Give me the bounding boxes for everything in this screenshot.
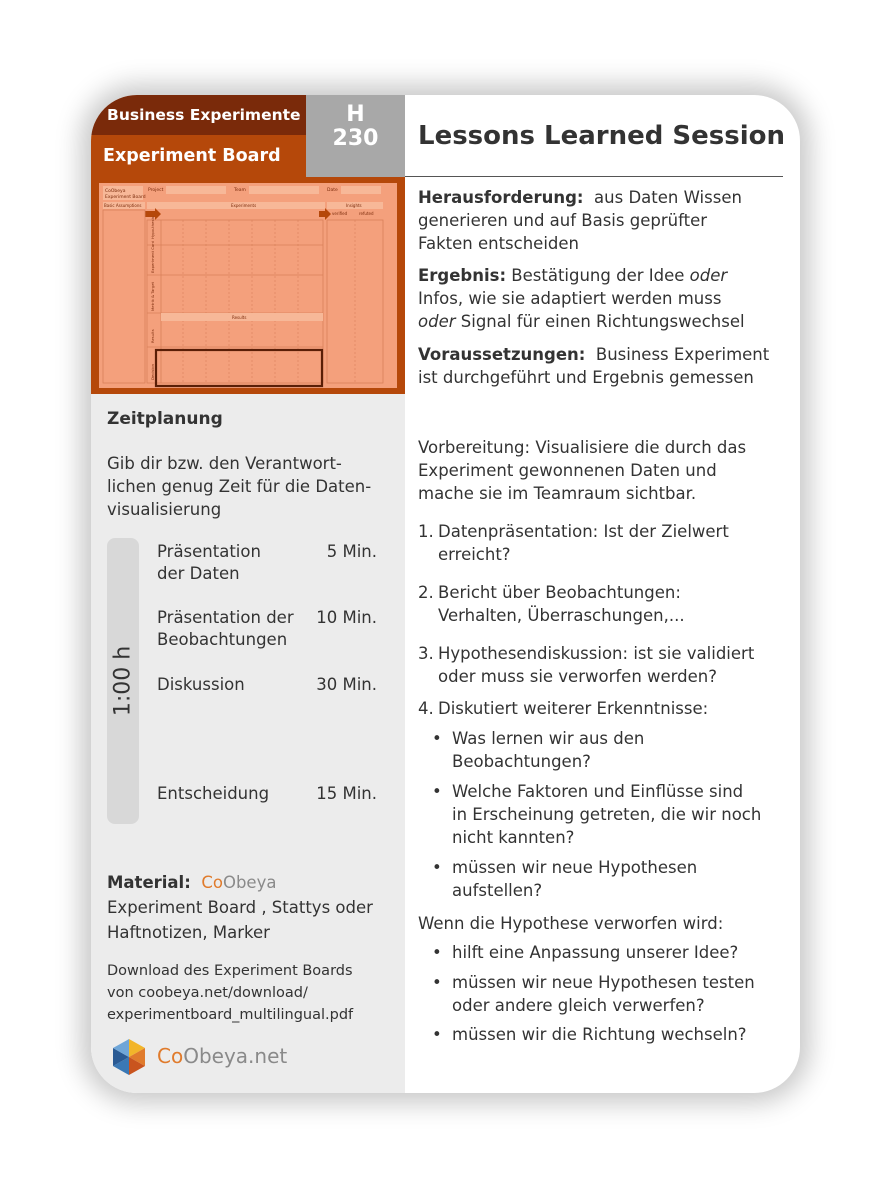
board-basic-assumptions: Basic Assumptions xyxy=(104,203,142,208)
planning-description xyxy=(107,452,387,521)
bullet-icon: • xyxy=(432,858,442,877)
title-divider xyxy=(405,176,783,177)
planning-desc-line: visualisierung xyxy=(107,500,222,519)
schedule-item-name: Präsentation der Beobachtungen xyxy=(157,608,294,649)
material-brand-obeya: Obeya xyxy=(222,873,277,892)
board-field-project: Project xyxy=(148,188,164,193)
material-heading: Material: CoObeya xyxy=(107,873,277,892)
challenge-block: Herausforderung: aus Daten Wissen generieren und auf Basis geprüfter Fakten entscheiden xyxy=(418,188,742,253)
board-refuted: refuted xyxy=(359,211,374,216)
material-line: Haftnotizen, Marker xyxy=(107,923,270,942)
schedule-item-duration: 5 Min. xyxy=(326,542,377,561)
planning-desc-line: Gib dir bzw. den Verantwort- xyxy=(107,454,342,473)
experiment-board-thumbnail xyxy=(91,177,405,394)
preparation-block: Vorbereitung: Visualisiere die durch das Experiment gewonnenen Daten und mache sie im Teamraum sichtbar. xyxy=(418,438,747,503)
coobeya-logo-text: CoObeya.net xyxy=(157,1044,288,1068)
planning-title: Zeitplanung xyxy=(107,409,223,429)
card-code xyxy=(306,95,405,177)
schedule-item-duration: 15 Min. xyxy=(316,784,377,803)
prerequisites-block: Voraussetzungen: Business Experiment ist durchgeführt und Ergebnis gemessen xyxy=(418,345,770,387)
left-panel xyxy=(91,95,405,1093)
board-field-team: Team xyxy=(234,188,246,193)
board-row-results: Results xyxy=(150,329,155,343)
material-section xyxy=(107,870,387,945)
board-experiments: Experiments xyxy=(231,203,257,208)
bullet-icon: • xyxy=(432,973,442,992)
method-card xyxy=(91,95,800,1093)
schedule-item-duration: 30 Min. xyxy=(316,675,377,694)
experiment-board-image xyxy=(91,177,405,394)
coobeya-logo xyxy=(109,1037,288,1077)
bullet-icon: • xyxy=(432,782,442,801)
board-results: Results xyxy=(232,315,247,320)
board-logo-text: CoObeya xyxy=(105,189,126,194)
schedule-item-name: Präsentation der Daten xyxy=(157,542,261,583)
board-row-hypothesis: Hypo-thesis xyxy=(150,216,155,239)
bullet-icon: • xyxy=(432,1025,442,1044)
card-code-letter: H xyxy=(346,102,365,127)
challenge-label: Herausforderung: xyxy=(418,188,584,207)
bullet-icon: • xyxy=(432,943,442,962)
board-logo-sub: Experiment Board xyxy=(105,195,146,200)
right-panel: Lessons Learned Session Herausforderung: aus Daten Wissen generieren und auf Basis geprüfter Fakten entscheiden Ergebnis: Bestätigung der Idee oder Infos, wie sie adaptiert werden muss oder Signal für einen Richtungswechsel Voraussetzungen: Business Experiment ist durchgeführt und Ergebnis gemessen Vorbereitung: Visualisiere die durch das Experiment gewonnenen Daten und mache sie im Teamraum sichtbar. 1. Datenpräsentation: Ist der Zielwert erreicht? 2. Bericht über Beobachtungen: Verhalten, Überraschungen,... 3. Hypothesendiskussion: ist sie validiert oder muss sie verworfen werden? 4. Diskutiert weiterer Erkenntnisse: • Was lernen wir aus den Beobachtungen? • Welche Faktoren und Einflüsse sind in Erscheinung getreten, die wir noch nicht kannten? • müssen wir neue Hypothesen aufstellen? Wenn die Hypothese verworfen wird: • hilft eine Anpassung unserer Idee? • müssen wir neue Hypothesen testen oder andere gleich verwerfen? • müssen wir die Richtung wechseln? xyxy=(405,95,800,1093)
coobeya-hexagon-icon xyxy=(109,1037,149,1077)
planning-desc-line: lichen genug Zeit für die Daten- xyxy=(107,477,372,496)
board-row-design: Experiment Card xyxy=(150,240,155,273)
card-code-number: 230 xyxy=(332,126,379,151)
total-time: 1:00 h xyxy=(110,645,136,717)
board-row-metric: Metrik & Target xyxy=(150,281,155,311)
board-field-date: Date xyxy=(327,188,338,193)
tool-label: Experiment Board xyxy=(91,135,306,177)
board-row-decision: Decision xyxy=(150,363,155,380)
board-insights: Insights xyxy=(346,203,362,208)
card-title: Lessons Learned Session xyxy=(418,121,786,151)
result-label: Ergebnis: xyxy=(418,266,507,285)
download-note: Download des Experiment Boards von coobeya.net/download/ experimentboard_multilingual.pdf xyxy=(107,963,354,1023)
bullet-icon: • xyxy=(432,729,442,748)
material-brand-co: Co xyxy=(201,873,223,892)
result-block: Ergebnis: Bestätigung der Idee oder Infos, wie sie adaptiert werden muss oder Signal für einen Richtungswechsel xyxy=(418,266,745,331)
schedule-item-duration: 10 Min. xyxy=(316,608,377,627)
prereq-label: Voraussetzungen: xyxy=(418,345,586,364)
rejected-intro: Wenn die Hypothese verworfen wird: xyxy=(418,914,724,933)
material-line: Experiment Board , Stattys oder xyxy=(107,898,373,917)
board-verified: verified xyxy=(332,211,348,216)
schedule-item-name: Diskussion xyxy=(157,675,245,694)
schedule-item-name: Entscheidung xyxy=(157,784,270,803)
category-label: Business Experimente xyxy=(91,95,306,135)
